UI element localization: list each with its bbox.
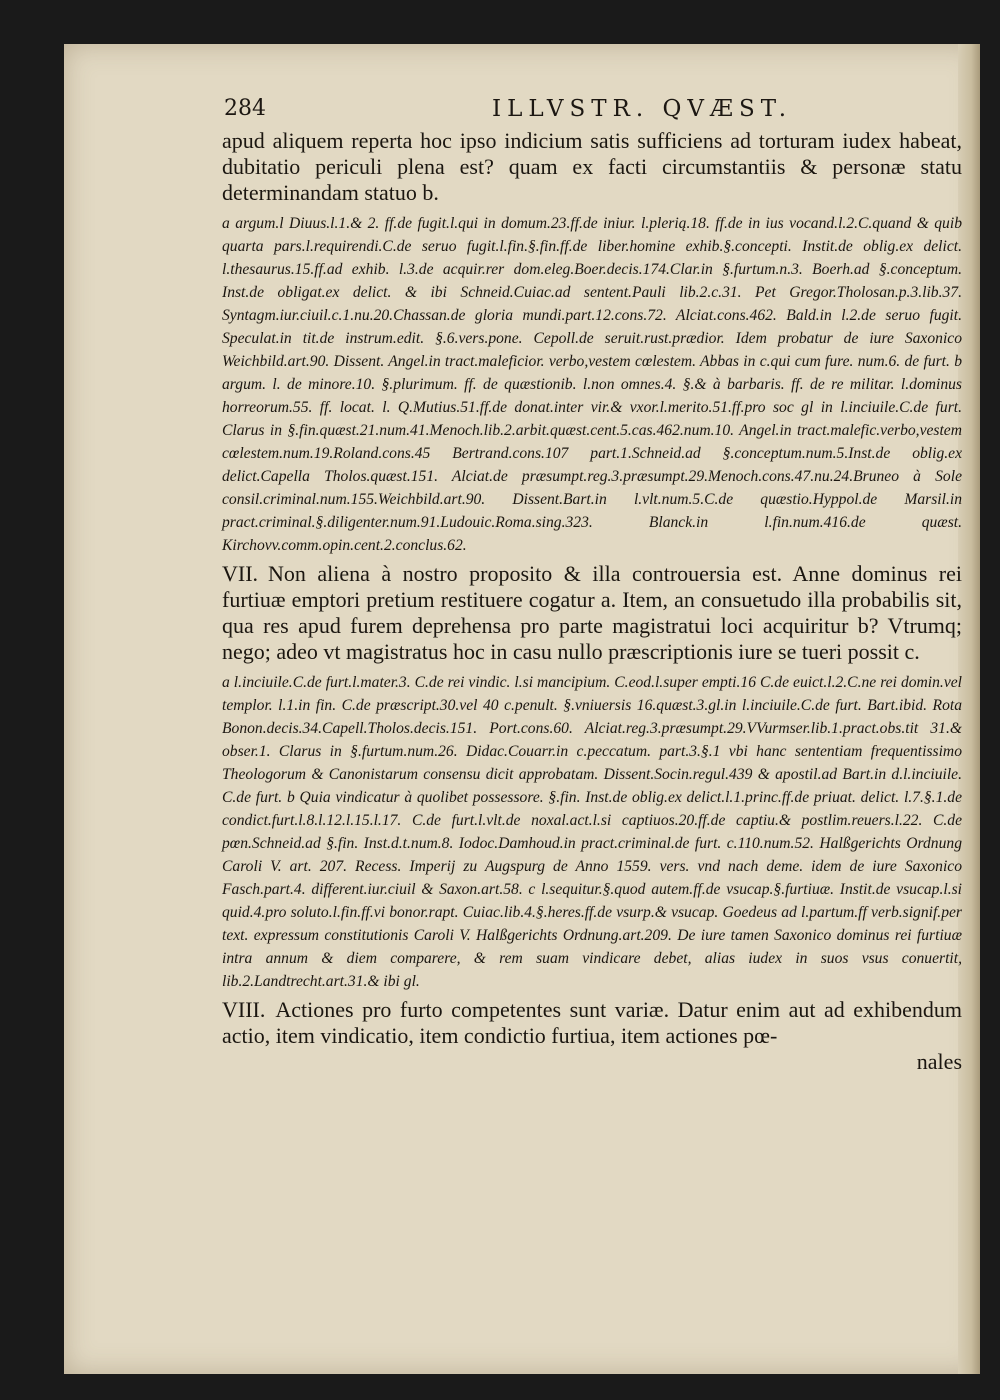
section-vii [222, 561, 962, 665]
section-viii [222, 997, 962, 1049]
section-text: Non aliena à nostro proposito & illa controuersia est. Anne dominus rei furtiuæ emptori pretium restituere cogatur a. Item, an consuetudo illa probabilis sit, qua res apud furem deprehensa pro parte magistratui loci acquiritur b? Vtrumq; nego; adeo vt magistratus hoc in casu nullo præscriptionis iure se tueri possit c. [222, 561, 962, 664]
catchword: nales [916, 1049, 962, 1074]
page-content [222, 128, 962, 1075]
running-head: ILLVSTR. QVÆST. [492, 96, 793, 122]
book-page [64, 44, 980, 1374]
section-numeral: VIII. [222, 997, 266, 1022]
body-paragraph: apud aliquem reperta hoc ipso indicium satis sufficiens ad torturam iudex habeat, dubitatio periculi plena est? quam ex facti circumstantiis & personæ statu determinandam statuo b. [222, 128, 962, 205]
page-header [224, 96, 980, 130]
page-number: 284 [224, 96, 266, 121]
footnote-block: a l.inciuile.C.de furt.l.mater.3. C.de rei vindic. l.si mancipium. C.eod.l.super empti.16 C.de euict.l.2.C.ne rei domin.vel templor. l.1.in fin. C.de præscript.30.vel 40 c.penult. §.vniuersis 16.quæst.3.gl.in l.inciuile.C.de furt. Bart.ibid. Rota Bonon.decis.34.Capell.Tholos.decis.151. Port.cons.60. Alciat.reg.3.præsumpt.29.VVurmser.lib.1.pract.obs.tit 31.& obser.1. Clarus in §.furtum.num.26. Didac.Couarr.in c.peccatum. part.3.§.1 vbi hanc sententiam frequentissimo Theologorum & Canonistarum consensu dicit approbatam. Dissent.Socin.regul.439 & apostil.ad Bart.in d.l.inciuile. C.de furt. b Quia vindicatur à quolibet possessore. §.fin. Inst.de oblig.ex delict.l.1.princ.ff.de priuat. delict. l.7.§.1.de condict.furt.l.8.l.12.l.15.l.17. C.de furt.l.vlt.de noxal.act.l.si captiuos.20.ff.de captiu.& postlim.reuers.l.22. C.de pœn.Schneid.ad §.fin. Inst.d.t.num.8. Iodoc.Damhoud.in pract.criminal.de furt. c.110.num.52. Halßgerichts Ordnung Caroli V. art. 207. Recess. Imperij zu Augspurg de Anno 1559. vers. vnd nach deme. idem de iure Saxonico Fasch.part.4. different.iur.ciuil & Saxon.art.58. c l.sequitur.§.quod autem.ff.de vsucap.§.furtiuæ. Instit.de vsucap.l.si quid.4.pro soluto.l.fin.ff.vi bonor.rapt. Cuiac.lib.4.§.heres.ff.de vsurp.& vsucap. Goedeus ad l.partum.ff verb.signif.per text. expressum constitutionis Caroli V. Halßgerichts Ordnung.art.209. De iure tamen Saxonico dominus rei furtiuæ intra annum & diem comparere, & rem suam vindicare debet, alias iudex in suos vsus conuertit, lib.2.Landtrecht.art.31.& ibi gl. [222, 674, 962, 990]
footnote-block: a argum.l Diuus.l.1.& 2. ff.de fugit.l.qui in domum.23.ff.de iniur. l.plerią.18. ff.de in ius vocand.l.2.C.quand & quib quarta pars.l.requirendi.C.de seruo fugit.l.fin.§.fin.ff.de liber.homine exhib.§.concepti. Instit.de oblig.ex delict. l.thesaurus.15.ff.ad exhib. l.3.de acquir.rer dom.eleg.Boer.decis.174.Clar.in §.furtum.n.3. Boerh.ad §.conceptum. Inst.de obligat.ex delict. & ibi Schneid.Cuiac.ad sentent.Pauli lib.2.c.31. Pet Gregor.Tholosan.p.3.lib.37. Syntagm.iur.ciuil.c.1.nu.20.Chassan.de gloria mundi.part.12.cons.72. Alciat.cons.462. Bald.in l.2.de seruo fugit. Speculat.in tit.de instrum.edit. §.6.vers.pone. Cepoll.de seruit.rust.prædior. Idem probatur de iure Saxonico Weichbild.art.90. Dissent. Angel.in tract.maleficior. verbo,vestem cœlestem. Abbas in c.qui cum fure. num.6. de furt. b argum. l. de minore.10. §.plurimum. ff. de quæstionib. l.non omnes.4. §.& à barbaris. ff. de re militar. l.dominus horreorum.55. ff. locat. l. Q.Mutius.51.ff.de donat.inter vir.& vxor.l.merito.51.ff.pro soc gl in l.inciuile.C.de furt. Clarus in §.fin.quæst.21.num.41.Menoch.lib.2.arbit.quæst.cent.5.cas.462.num.10. Angel.in tract.malefic.verbo,vestem cœlestem.num.19.Roland.cons.45 Bertrand.cons.107 part.1.Schneid.ad §.conceptum.num.5.Inst.de oblig.ex delict.Capella Tholos.quæst.151. Alciat.de præsumpt.reg.3.præsumpt.29.Menoch.cons.47.nu.24.Bruneo à Sole consil.criminal.num.155.Weichbild.art.90. Dissent.Bart.in l.vlt.num.5.C.de quæstio.Hyppol.de Marsil.in pract.criminal.§.diligenter.num.91.Ludouic.Roma.sing.323. Blanck.in l.fin.num.416.de quæst. Kirchovv.comm.opin.cent.2.conclus.62. [222, 215, 962, 554]
section-text: Actiones pro furto competentes sunt variæ. Datur enim aut ad exhibendum actio, item vindicatio, item condictio furtiua, item actiones pœ- [222, 997, 962, 1048]
section-numeral: VII. [222, 561, 259, 586]
